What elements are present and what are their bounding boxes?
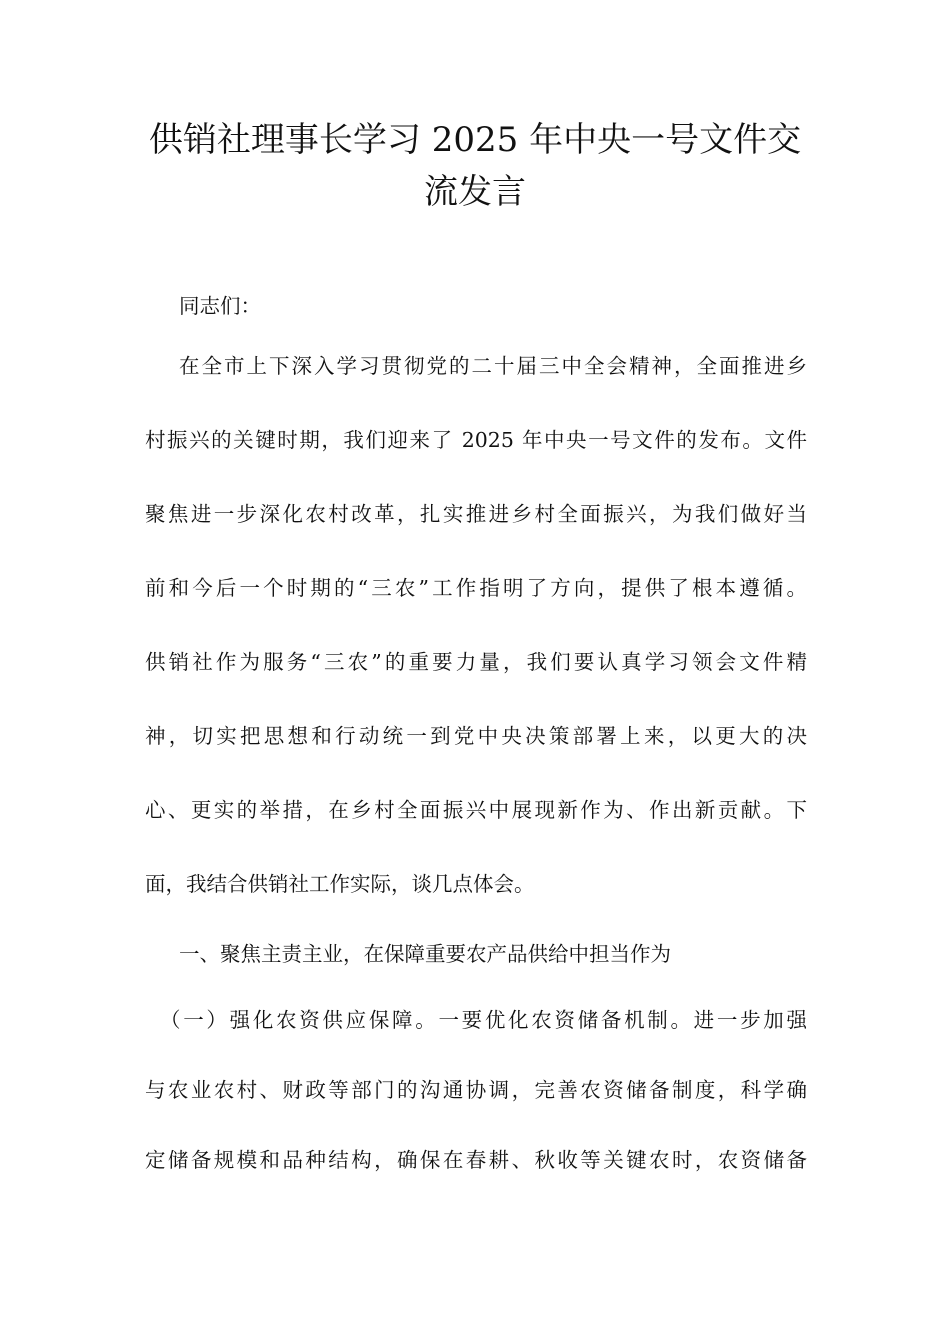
subsection-paragraph-line: 定储备规模和品种结构，确保在春耕、秋收等关键农时，农资储备 bbox=[145, 1148, 807, 1172]
section-heading: 一、聚焦主责主业，在保障重要农产品供给中担当作为 bbox=[179, 942, 671, 966]
salutation: 同志们： bbox=[179, 294, 261, 318]
subsection-paragraph-line: 与农业农村、财政等部门的沟通协调，完善农资储备制度，科学确 bbox=[145, 1078, 807, 1102]
document-title-line-2: 流发言 bbox=[424, 172, 526, 212]
intro-paragraph-line: 供销社作为服务“三农”的重要力量，我们要认真学习领会文件精 bbox=[145, 650, 807, 674]
intro-paragraph-line: 村振兴的关键时期，我们迎来了 2025 年中央一号文件的发布。文件 bbox=[145, 428, 807, 452]
intro-paragraph-line: 在全市上下深入学习贯彻党的二十届三中全会精神，全面推进乡 bbox=[179, 354, 807, 378]
intro-paragraph-line: 面，我结合供销社工作实际，谈几点体会。 bbox=[145, 872, 535, 896]
document-title-line-1: 供销社理事长学习 2025 年中央一号文件交 bbox=[148, 120, 802, 160]
intro-paragraph-line: 聚焦进一步深化农村改革，扎实推进乡村全面振兴，为我们做好当 bbox=[145, 502, 807, 526]
subsection-paragraph-line: （一）强化农资供应保障。一要优化农资储备机制。进一步加强 bbox=[160, 1008, 807, 1032]
intro-paragraph-line: 前和今后一个时期的“三农”工作指明了方向，提供了根本遵循。 bbox=[145, 576, 807, 600]
intro-paragraph-line: 神，切实把思想和行动统一到党中央决策部署上来，以更大的决 bbox=[145, 724, 807, 748]
intro-paragraph-line: 心、更实的举措，在乡村全面振兴中展现新作为、作出新贡献。下 bbox=[145, 798, 807, 822]
